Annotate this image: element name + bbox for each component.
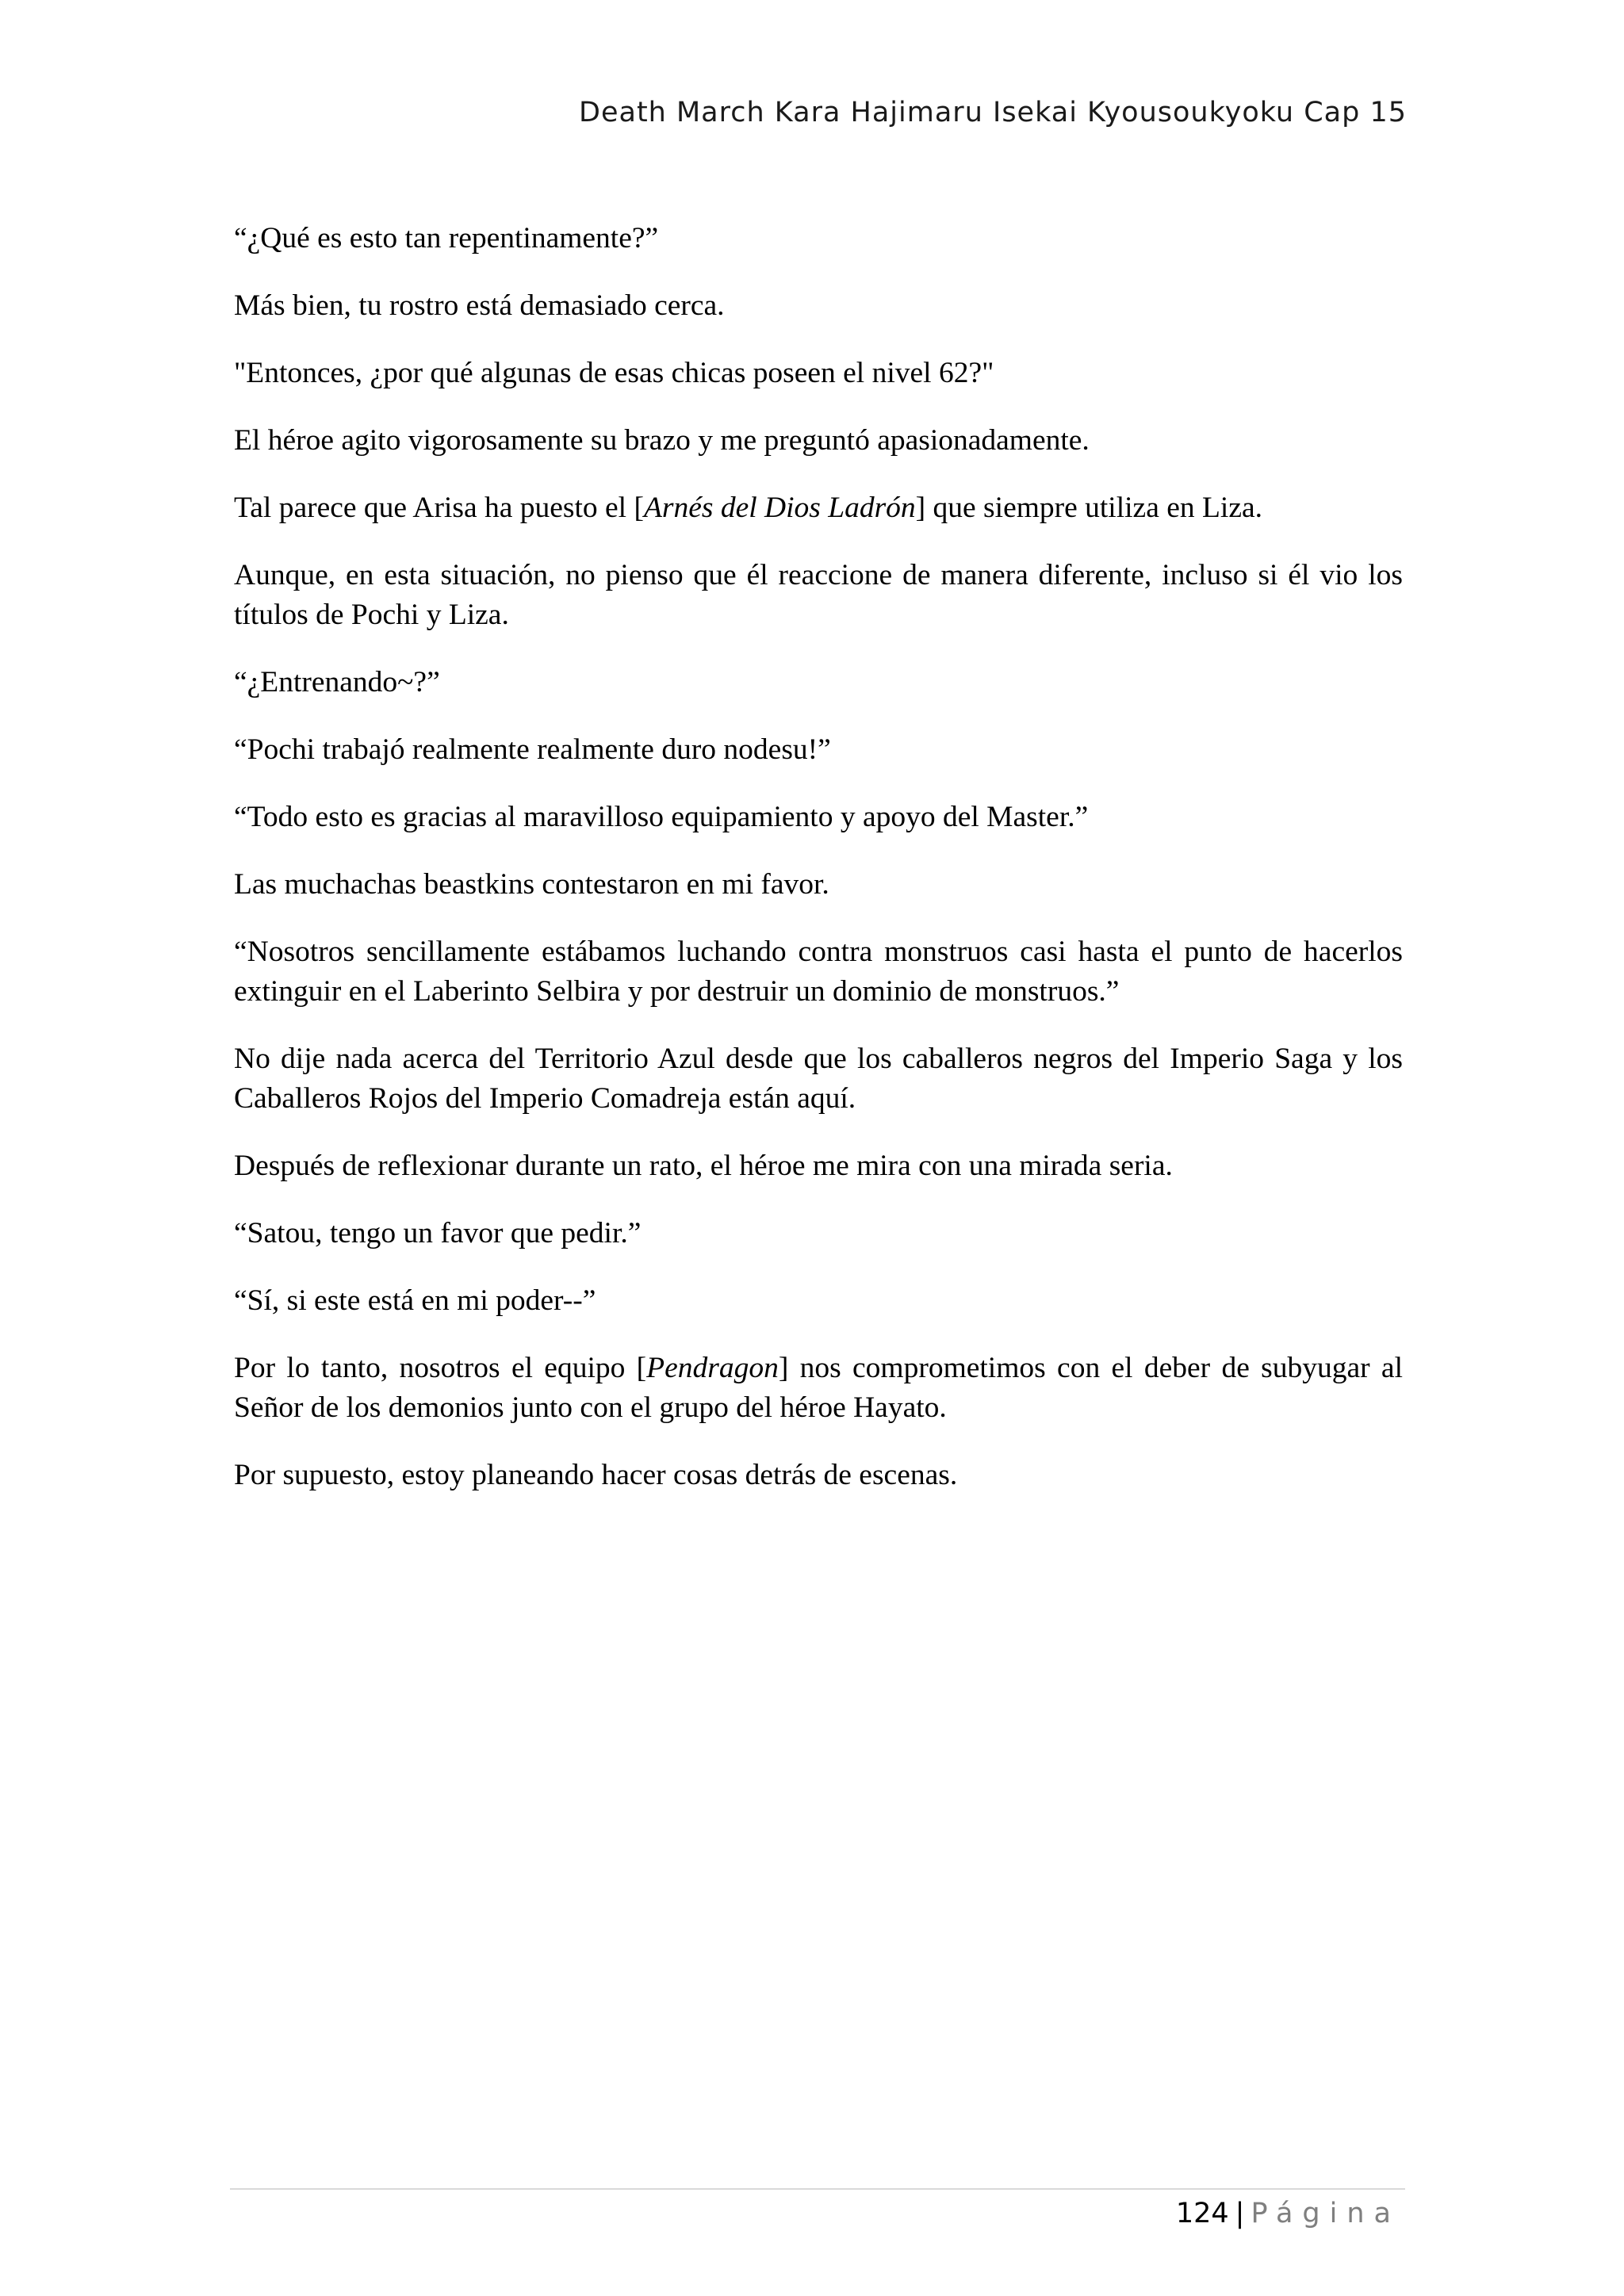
running-header: Death March Kara Hajimaru Isekai Kyousoukyoku Cap 15 [579,97,1407,128]
paragraph-4: El héroe agito vigorosamente su brazo y me preguntó apasionadamente. [234,424,1090,457]
paragraph-6: Aunque, en esta situación, no pienso que él reaccione de manera diferente, incluso si él vio los títulos de Pochi y Liza. [234,559,1403,631]
paragraph-13: Después de reflexionar durante un rato, el héroe me mira con una mirada seria. [234,1150,1173,1182]
paragraph-16-text-start: Por lo tanto, nosotros el equipo [ [234,1352,647,1384]
paragraph-14: “Satou, tengo un favor que pedir.” [234,1217,642,1249]
team-name-italic: Pendragon [646,1352,779,1384]
page-body [234,219,1403,1523]
paragraph-9: “Todo esto es gracias al maravilloso equipamiento y apoyo del Master.” [234,801,1089,833]
paragraph-2: Más bien, tu rostro está demasiado cerca. [234,289,725,322]
paragraph-5-text-end: ] que siempre utiliza en Liza. [915,492,1262,524]
paragraph-15: “Sí, si este está en mi poder--” [234,1284,596,1317]
paragraph-8: “Pochi trabajó realmente realmente duro nodesu!” [234,733,831,766]
page-number: 124 [1175,2198,1229,2229]
paragraph-1: “¿Qué es esto tan repentinamente?” [234,222,659,254]
paragraph-16 [234,1349,1403,1428]
paragraph-12: No dije nada acerca del Territorio Azul desde que los caballeros negros del Imperio Saga y los Caballeros Rojos del Imperio Comadreja están aquí. [234,1043,1403,1115]
paragraph-16-text-end: ] nos comprometimos con el deber de subyugar al Señor de los demonios junto con el grupo del héroe Hayato. [234,1352,1403,1424]
paragraph-3: "Entonces, ¿por qué algunas de esas chicas poseen el nivel 62?" [234,357,994,389]
page-footer [1176,2198,1400,2229]
paragraph-7: “¿Entrenando~?” [234,666,440,698]
item-name-italic: Arnés del Dios Ladrón [643,492,916,524]
paragraph-17: Por supuesto, estoy planeando hacer cosas detrás de escenas. [234,1459,958,1491]
paragraph-10: Las muchachas beastkins contestaron en mi favor. [234,868,829,901]
paragraph-5 [234,488,1403,528]
page-label: Página [1251,2198,1400,2229]
paragraph-5-text-start: Tal parece que Arisa ha puesto el [ [234,492,644,524]
paragraph-11: “Nosotros sencillamente estábamos luchando contra monstruos casi hasta el punto de hacerlos extinguir en el Laberinto Selbira y por destruir un dominio de monstruos.” [234,936,1403,1008]
footer-separator: | [1235,2198,1245,2229]
footer-divider [230,2188,1405,2190]
